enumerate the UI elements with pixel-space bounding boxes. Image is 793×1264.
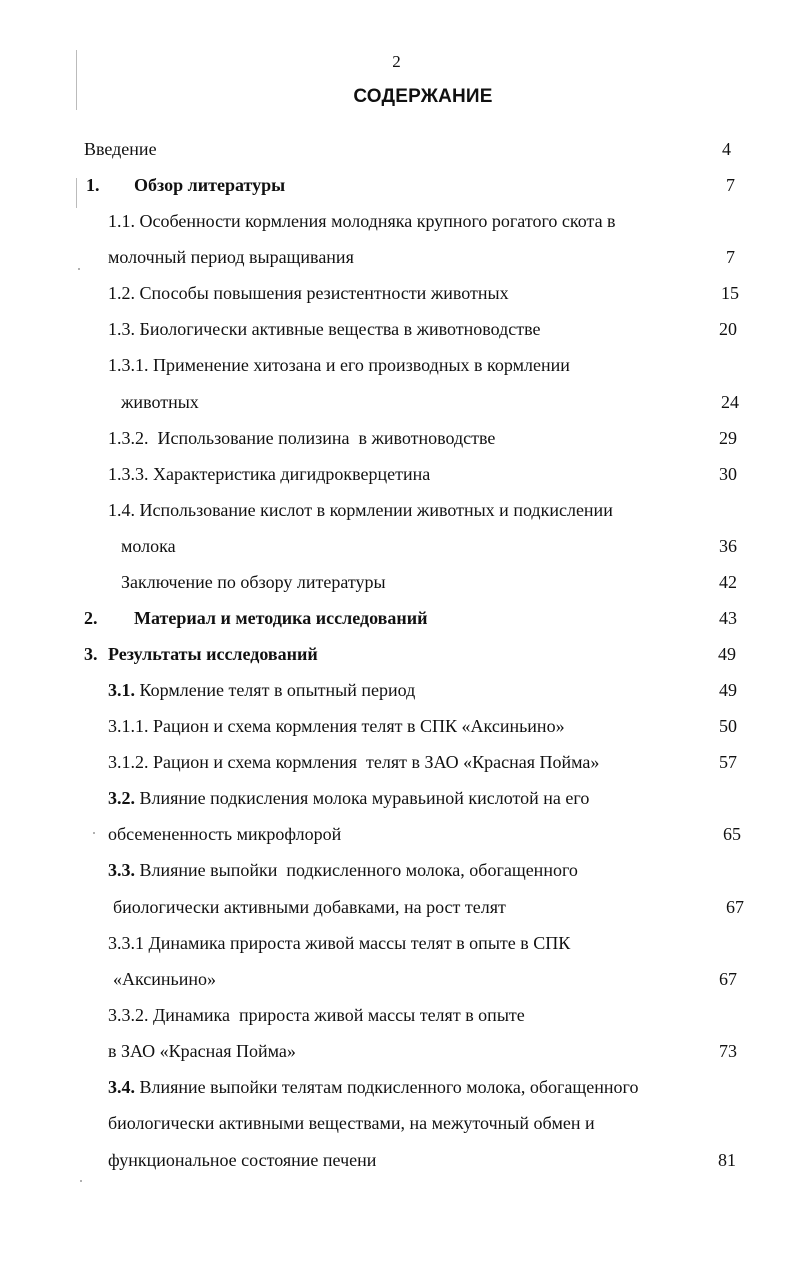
toc-entry	[0, 969, 793, 995]
toc-entry-text: 1.3.1. Применение хитозана и его производных в кормлении	[108, 355, 570, 375]
toc-entry-text: «Аксиньино»	[113, 969, 217, 989]
toc-entry-number: 3.	[84, 644, 98, 664]
toc-entry-page: 42	[719, 572, 737, 592]
toc-entry-page: 15	[721, 283, 739, 303]
toc-entry-number: 2.	[84, 608, 98, 628]
toc-entry-page: 49	[719, 680, 737, 700]
toc-entry	[0, 860, 793, 886]
toc-entry	[0, 1041, 793, 1067]
toc-entry-page: 7	[726, 247, 735, 267]
toc-entry-text-with-number	[108, 860, 578, 881]
toc-entry-text: 3.3.1 Динамика прироста живой массы телят в опыте в СПК	[108, 933, 571, 953]
toc-entry-number: 3.4.	[108, 1077, 135, 1097]
toc-entry	[0, 355, 793, 381]
toc-entry-text: Влияние выпойки подкисленного молока, обогащенного	[139, 860, 578, 880]
toc-entry-text-with-number	[108, 1077, 638, 1098]
toc-entry-text: Заключение по обзору литературы	[121, 572, 386, 592]
page-title: СОДЕРЖАНИЕ	[353, 86, 493, 107]
toc-entry	[0, 644, 793, 670]
toc-entry-text: 1.4. Использование кислот в кормлении животных и подкислении	[108, 500, 613, 520]
toc-entry	[0, 608, 793, 634]
toc-entry-text: 3.3.2. Динамика прироста живой массы телят в опыте	[108, 1005, 525, 1025]
toc-entry-text: Введение	[84, 139, 157, 159]
toc-entry-text: Влияние выпойки телятам подкисленного молока, обогащенного	[139, 1077, 639, 1097]
toc-entry	[0, 392, 793, 418]
toc-entry-text: 1.3.2. Использование полизина в животноводстве	[108, 428, 496, 448]
toc-entry-text-with-number	[108, 788, 589, 809]
toc-entry-text: 1.3. Биологически активные вещества в животноводстве	[108, 319, 541, 339]
toc-entry-page: 57	[719, 752, 737, 772]
toc-entry	[0, 175, 793, 201]
scan-speck	[80, 1180, 82, 1182]
page-number: 2	[392, 52, 401, 71]
toc-entry-text: 1.3.3. Характеристика дигидрокверцетина	[108, 464, 431, 484]
toc-entry	[0, 933, 793, 959]
toc-entry-text: молока	[121, 536, 176, 556]
toc-entry-text: биологически активными добавками, на рост телят	[113, 897, 506, 917]
toc-entry-text: молочный период выращивания	[108, 247, 354, 267]
toc-entry	[0, 1150, 793, 1176]
toc-entry	[0, 464, 793, 490]
toc-entry-text: Обзор литературы	[134, 175, 286, 195]
toc-entry-number: 3.2.	[108, 788, 135, 808]
toc-entry-text: 3.1.2. Рацион и схема кормления телят в ЗАО «Красная Пойма»	[108, 752, 600, 772]
toc-entry	[0, 1005, 793, 1031]
toc-entry-page: 73	[719, 1041, 737, 1061]
toc-entry-text: животных	[121, 392, 199, 412]
toc-entry	[0, 572, 793, 598]
toc-entry-number: 1.	[86, 175, 100, 195]
toc-entry-text: 1.2. Способы повышения резистентности животных	[108, 283, 509, 303]
toc-entry-text: Кормление телят в опытный период	[139, 680, 416, 700]
toc-entry	[0, 247, 793, 273]
toc-entry-page: 24	[721, 392, 739, 412]
toc-entry	[0, 319, 793, 345]
toc-entry-page: 43	[719, 608, 737, 628]
toc-entry-page: 29	[719, 428, 737, 448]
toc-entry	[0, 897, 793, 923]
toc-entry	[0, 428, 793, 454]
toc-entry-page: 65	[723, 824, 741, 844]
toc-entry-text: обсемененность микрофлорой	[108, 824, 342, 844]
toc-entry-text: 1.1. Особенности кормления молодняка крупного рогатого скота в	[108, 211, 616, 231]
toc-entry	[0, 824, 793, 850]
toc-entry-number: 3.1.	[108, 680, 135, 700]
toc-entry	[0, 211, 793, 237]
toc-entry-text: 3.1.1. Рацион и схема кормления телят в СПК «Аксиньино»	[108, 716, 565, 736]
toc-entry	[0, 680, 793, 706]
toc-entry	[0, 283, 793, 309]
toc-entry	[0, 139, 793, 165]
toc-entry-page: 50	[719, 716, 737, 736]
toc-entry	[0, 716, 793, 742]
toc-entry-text: в ЗАО «Красная Пойма»	[108, 1041, 296, 1061]
toc-entry-number: 3.3.	[108, 860, 135, 880]
toc-entry-text: Материал и методика исследований	[134, 608, 428, 628]
toc-entry-page: 67	[726, 897, 744, 917]
toc-entry-text: биологически активными веществами, на межуточный обмен и	[108, 1113, 595, 1133]
toc-entry-page: 4	[722, 139, 731, 159]
toc-entry	[0, 536, 793, 562]
toc-entry	[0, 1077, 793, 1103]
toc-entry	[0, 500, 793, 526]
toc-entry-page: 49	[718, 644, 736, 664]
toc-entry-page: 7	[726, 175, 735, 195]
toc-entry-text-with-number	[108, 680, 415, 701]
toc-entry-page: 67	[719, 969, 737, 989]
toc-entry-page: 30	[719, 464, 737, 484]
toc-entry-text: функциональное состояние печени	[108, 1150, 377, 1170]
toc-entry-page: 20	[719, 319, 737, 339]
toc-entry	[0, 752, 793, 778]
toc-entry	[0, 1113, 793, 1139]
toc-entry-text: Результаты исследований	[108, 644, 318, 664]
toc-entry-text: Влияние подкисления молока муравьиной кислотой на его	[139, 788, 590, 808]
toc-entry-page: 36	[719, 536, 737, 556]
toc-entry	[0, 788, 793, 814]
toc-entry-page: 81	[718, 1150, 736, 1170]
